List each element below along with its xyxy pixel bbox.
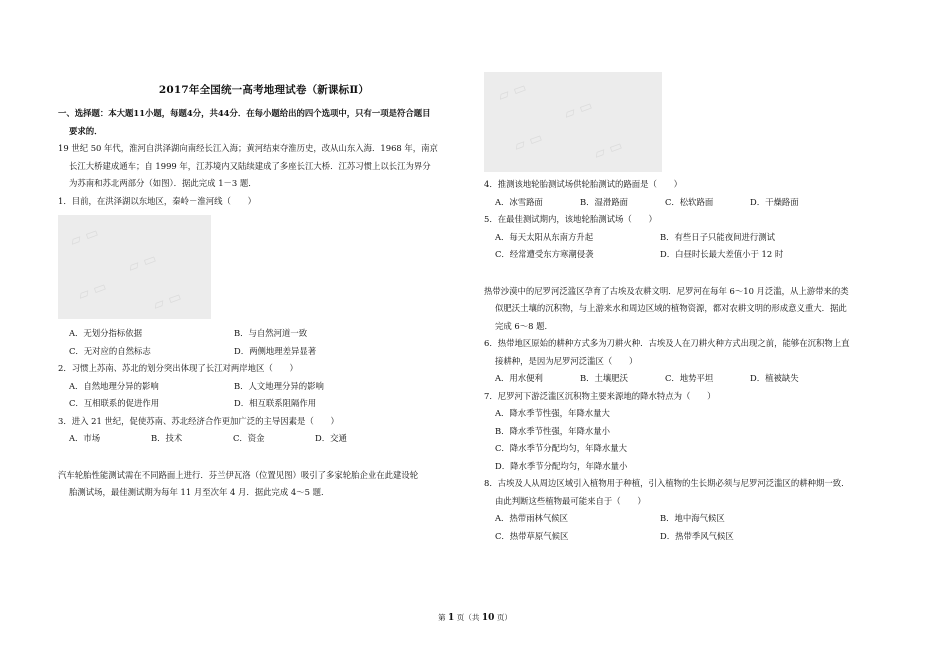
page-title: 2017年全国统一高考地理试卷（新课标Ⅱ） bbox=[158, 84, 370, 96]
question-4-stem: 4．推测该地轮胎测试场供轮胎测试的路面是（ ） bbox=[484, 179, 682, 189]
intro-paragraph-3: 热带沙漠中的尼罗河泛滥区孕育了古埃及农耕文明．尼罗河在每年 6～10 月泛滥，从上游带来的类 bbox=[484, 285, 849, 296]
option-5d[interactable]: D．白昼时长最大差值小于 12 时 bbox=[660, 249, 784, 259]
option-8a[interactable]: A．热带雨林气候区 bbox=[495, 513, 569, 523]
question-1-stem: 1．目前，在洪泽湖以东地区，秦岭－淮河线（ ） bbox=[58, 195, 256, 206]
option-8d[interactable]: D．热带季风气候区 bbox=[660, 530, 734, 541]
footer-middle: 页（共 bbox=[456, 613, 480, 622]
option-7a[interactable]: A．降水季节性强，年降水量大 bbox=[495, 408, 610, 418]
option-3b[interactable]: B．技术 bbox=[151, 433, 183, 443]
intro-paragraph-3-line3: 完成 6～8 题． bbox=[495, 320, 553, 331]
option-3a[interactable]: A．市场 bbox=[69, 433, 101, 443]
option-4b[interactable]: B．湿滑路面 bbox=[580, 196, 629, 207]
option-1c[interactable]: C．无对应的自然标志 bbox=[69, 345, 151, 356]
question-5-options-row1 bbox=[484, 229, 899, 247]
question-8-stem: 8．古埃及人从周边区域引入植物用于种植，引入植物的生长期必须与尼罗河泛滥区的耕种期一致． bbox=[484, 478, 850, 488]
question-2-options-row2 bbox=[58, 395, 470, 413]
page-footer bbox=[0, 612, 950, 623]
right-column bbox=[484, 72, 899, 545]
question-3-stem: 3．进入 21 世纪，促使苏南、苏北经济合作更加广泛的主导因素是（ ） bbox=[58, 415, 339, 426]
intro-paragraph-1-line2: 长江大桥建成通车；自 1999 年，江苏境内又陆续建成了多座长江大桥．江苏习惯上以长江为界分 bbox=[69, 160, 431, 171]
question-3-options bbox=[58, 430, 470, 448]
option-5b[interactable]: B．有些日子只能夜间进行测试 bbox=[660, 231, 776, 242]
question-1-options-row2 bbox=[58, 343, 470, 361]
option-8b[interactable]: B．地中海气候区 bbox=[660, 513, 725, 523]
question-8-stem-cont: 由此判断这些植物最可能来自于（ ） bbox=[495, 495, 646, 506]
option-4d[interactable]: D．干燥路面 bbox=[750, 196, 799, 207]
option-3d[interactable]: D．交通 bbox=[315, 433, 347, 443]
option-2a[interactable]: A．自然地理分异的影响 bbox=[69, 380, 159, 391]
question-6-stem: 6．热带地区原始的耕种方式多为刀耕火种．古埃及人在刀耕火种方式出现之前，能够在沉积物上直 bbox=[484, 338, 850, 348]
footer-suffix: 页） bbox=[496, 613, 513, 622]
question-5-stem: 5．在最佳测试期内，该地轮胎测试场（ ） bbox=[484, 214, 657, 224]
footer-prefix: 第 bbox=[437, 613, 446, 622]
intro-paragraph-3-line2: 似肥沃土壤的沉积物，与上游来水和周边区域的植物资源，都对农耕文明的形成意义重大．据此 bbox=[495, 303, 847, 313]
option-8c[interactable]: C．热带草原气候区 bbox=[495, 530, 569, 541]
question-2-options-row1 bbox=[58, 378, 470, 396]
option-1a[interactable]: A．无划分指标依据 bbox=[69, 328, 143, 338]
question-6-stem-cont: 接耕种，是因为尼罗河泛滥区（ ） bbox=[495, 355, 638, 366]
intro-paragraph-2-line2: 胎测试场，最佳测试期为每年 11 月至次年 4 月．据此完成 4～5 题． bbox=[69, 487, 330, 497]
option-2d[interactable]: D．相互联系阻隔作用 bbox=[234, 398, 317, 408]
footer-page-number: 1 bbox=[447, 613, 455, 623]
option-5c[interactable]: C．经常遭受东方寒潮侵袭 bbox=[495, 249, 594, 259]
option-2b[interactable]: B．人文地理分异的影响 bbox=[234, 380, 324, 391]
option-7d[interactable]: D．降水季节分配均匀，年降水量小 bbox=[495, 460, 628, 471]
option-3c[interactable]: C．资金 bbox=[233, 433, 265, 443]
option-6b[interactable]: B．土壤肥沃 bbox=[580, 373, 629, 383]
option-7c[interactable]: C．降水季节分配均匀，年降水量大 bbox=[495, 443, 628, 453]
finland-map-image: ▱ ▭ ▱ ▭ ▱ ▭ ▱ ▭ bbox=[484, 72, 662, 172]
question-8-options-row1 bbox=[484, 510, 899, 528]
option-2c[interactable]: C．互相联系的促进作用 bbox=[69, 398, 160, 408]
option-5a[interactable]: A．每天太阳从东南方升起 bbox=[495, 231, 594, 242]
question-6-options bbox=[484, 370, 899, 388]
section-heading-cont: 要求的． bbox=[69, 125, 103, 136]
option-1d[interactable]: D．两侧地理差异显著 bbox=[234, 345, 317, 356]
option-4a[interactable]: A．冰雪路面 bbox=[495, 196, 543, 207]
intro-paragraph-1-line3: 为苏南和苏北两部分（如图）．据此完成 1－3 题． bbox=[69, 178, 257, 188]
question-5-options-row2 bbox=[484, 246, 899, 264]
option-4c[interactable]: C．松软路面 bbox=[665, 196, 714, 207]
intro-paragraph-1: 19 世纪 50 年代，淮河自洪泽湖向南经长江入海；黄河结束夺淮历史，改从山东入海．1968 年，南京 bbox=[58, 143, 438, 153]
option-6d[interactable]: D．植被缺失 bbox=[750, 373, 799, 383]
question-4-options bbox=[484, 194, 899, 212]
option-6a[interactable]: A．用水便利 bbox=[495, 373, 543, 383]
jiangsu-map-image: ▱ ▭ ▱ ▭ ▱ ▭ ▱ ▭ bbox=[58, 215, 211, 319]
question-2-stem: 2．习惯上苏南、苏北的划分突出体现了长江对两岸地区（ ） bbox=[58, 363, 298, 373]
option-7b[interactable]: B．降水季节性强，年降水量小 bbox=[495, 425, 611, 436]
intro-paragraph-2: 汽车轮胎性能测试需在不同路面上进行．芬兰伊瓦洛（位置见图）吸引了多家轮胎企业在此建设轮 bbox=[58, 469, 419, 480]
left-column bbox=[58, 78, 470, 502]
question-7-stem: 7．尼罗河下游泛滥区沉积物主要来源地的降水特点为（ ） bbox=[484, 390, 716, 401]
footer-total-pages: 10 bbox=[481, 613, 495, 623]
option-1b[interactable]: B．与自然河道一致 bbox=[234, 328, 308, 338]
section-heading: 一、选择题：本大题11小题，每题4分，共44分．在每小题给出的四个选项中，只有一项是符合题目 bbox=[58, 108, 431, 118]
option-6c[interactable]: C．地势平坦 bbox=[665, 373, 714, 383]
question-8-options-row2 bbox=[484, 528, 899, 546]
question-1-options-row1 bbox=[58, 325, 470, 343]
